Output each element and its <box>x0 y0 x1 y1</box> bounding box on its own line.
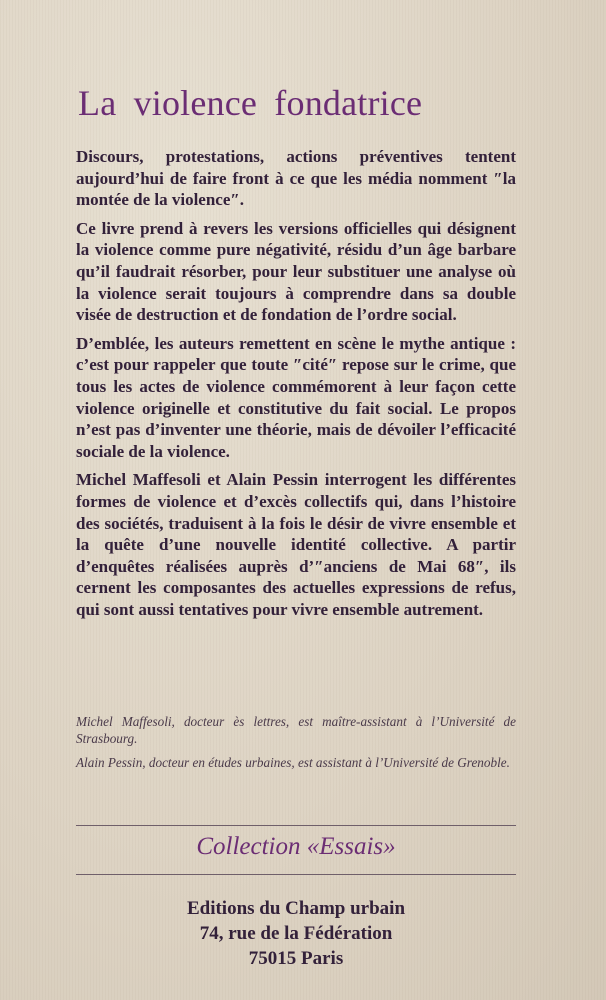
blurb <box>76 146 516 627</box>
publisher-street: 74, rue de la Fédération <box>199 923 393 944</box>
book-title: La violence fondatrice <box>78 83 423 123</box>
blurb-paragraph-1: Discours, protestations, actions préventives tentent aujourd’hui de faire front à ce que les média nomment ″la montée de la violence″. <box>76 147 516 210</box>
publisher-city: 75015 Paris <box>248 948 344 969</box>
collection-name: Collection «Essais» <box>196 833 396 860</box>
blurb-paragraph-2: Ce livre prend à revers les versions officielles qui désignent la violence comme pure négativité, résidu d’un âge barbare qu’il faudrait résorber, pour leur substituer une analyse où la violence serait toujours à comprendre dans sa double visée de destruction et de fondation de l’ordre social. <box>76 218 516 325</box>
blurb-paragraph-3: D’emblée, les auteurs remettent en scène le mythe antique : c’est pour rappeler que toute ″cité″ repose sur le crime, que tous les actes de violence commémorent à leur façon cette violence originelle et constitutive du fait social. Le propos n’est pas d’inventer une théorie, mais de dévoiler l’efficacité sociale de la violence. <box>76 333 516 461</box>
author-bios <box>76 713 516 777</box>
author-bio-maffesoli: Michel Maffesoli, docteur ès lettres, est maître-assistant à l’Université de Strasbourg. <box>76 714 516 747</box>
publisher-name: Editions du Champ urbain <box>186 898 406 919</box>
divider-bottom <box>76 874 516 875</box>
blurb-paragraph-4: Michel Maffesoli et Alain Pessin interrogent les différentes formes de violence et d’excès collectifs qui, dans l’histoire des sociétés, traduisent à la fois le désir de vivre ensemble et la quête d’une nouvelle identité collective. A partir d’enquêtes réalisées auprès d’″anciens de Mai 68″, ils cernent les composantes des actuelles expressions de refus, qui sont aussi tentatives pour vivre ensemble autrement. <box>76 470 516 619</box>
author-bio-pessin: Alain Pessin, docteur en études urbaines, est assistant à l’Université de Grenoble. <box>76 754 510 770</box>
divider-top <box>76 825 516 826</box>
publisher-block <box>76 896 516 971</box>
